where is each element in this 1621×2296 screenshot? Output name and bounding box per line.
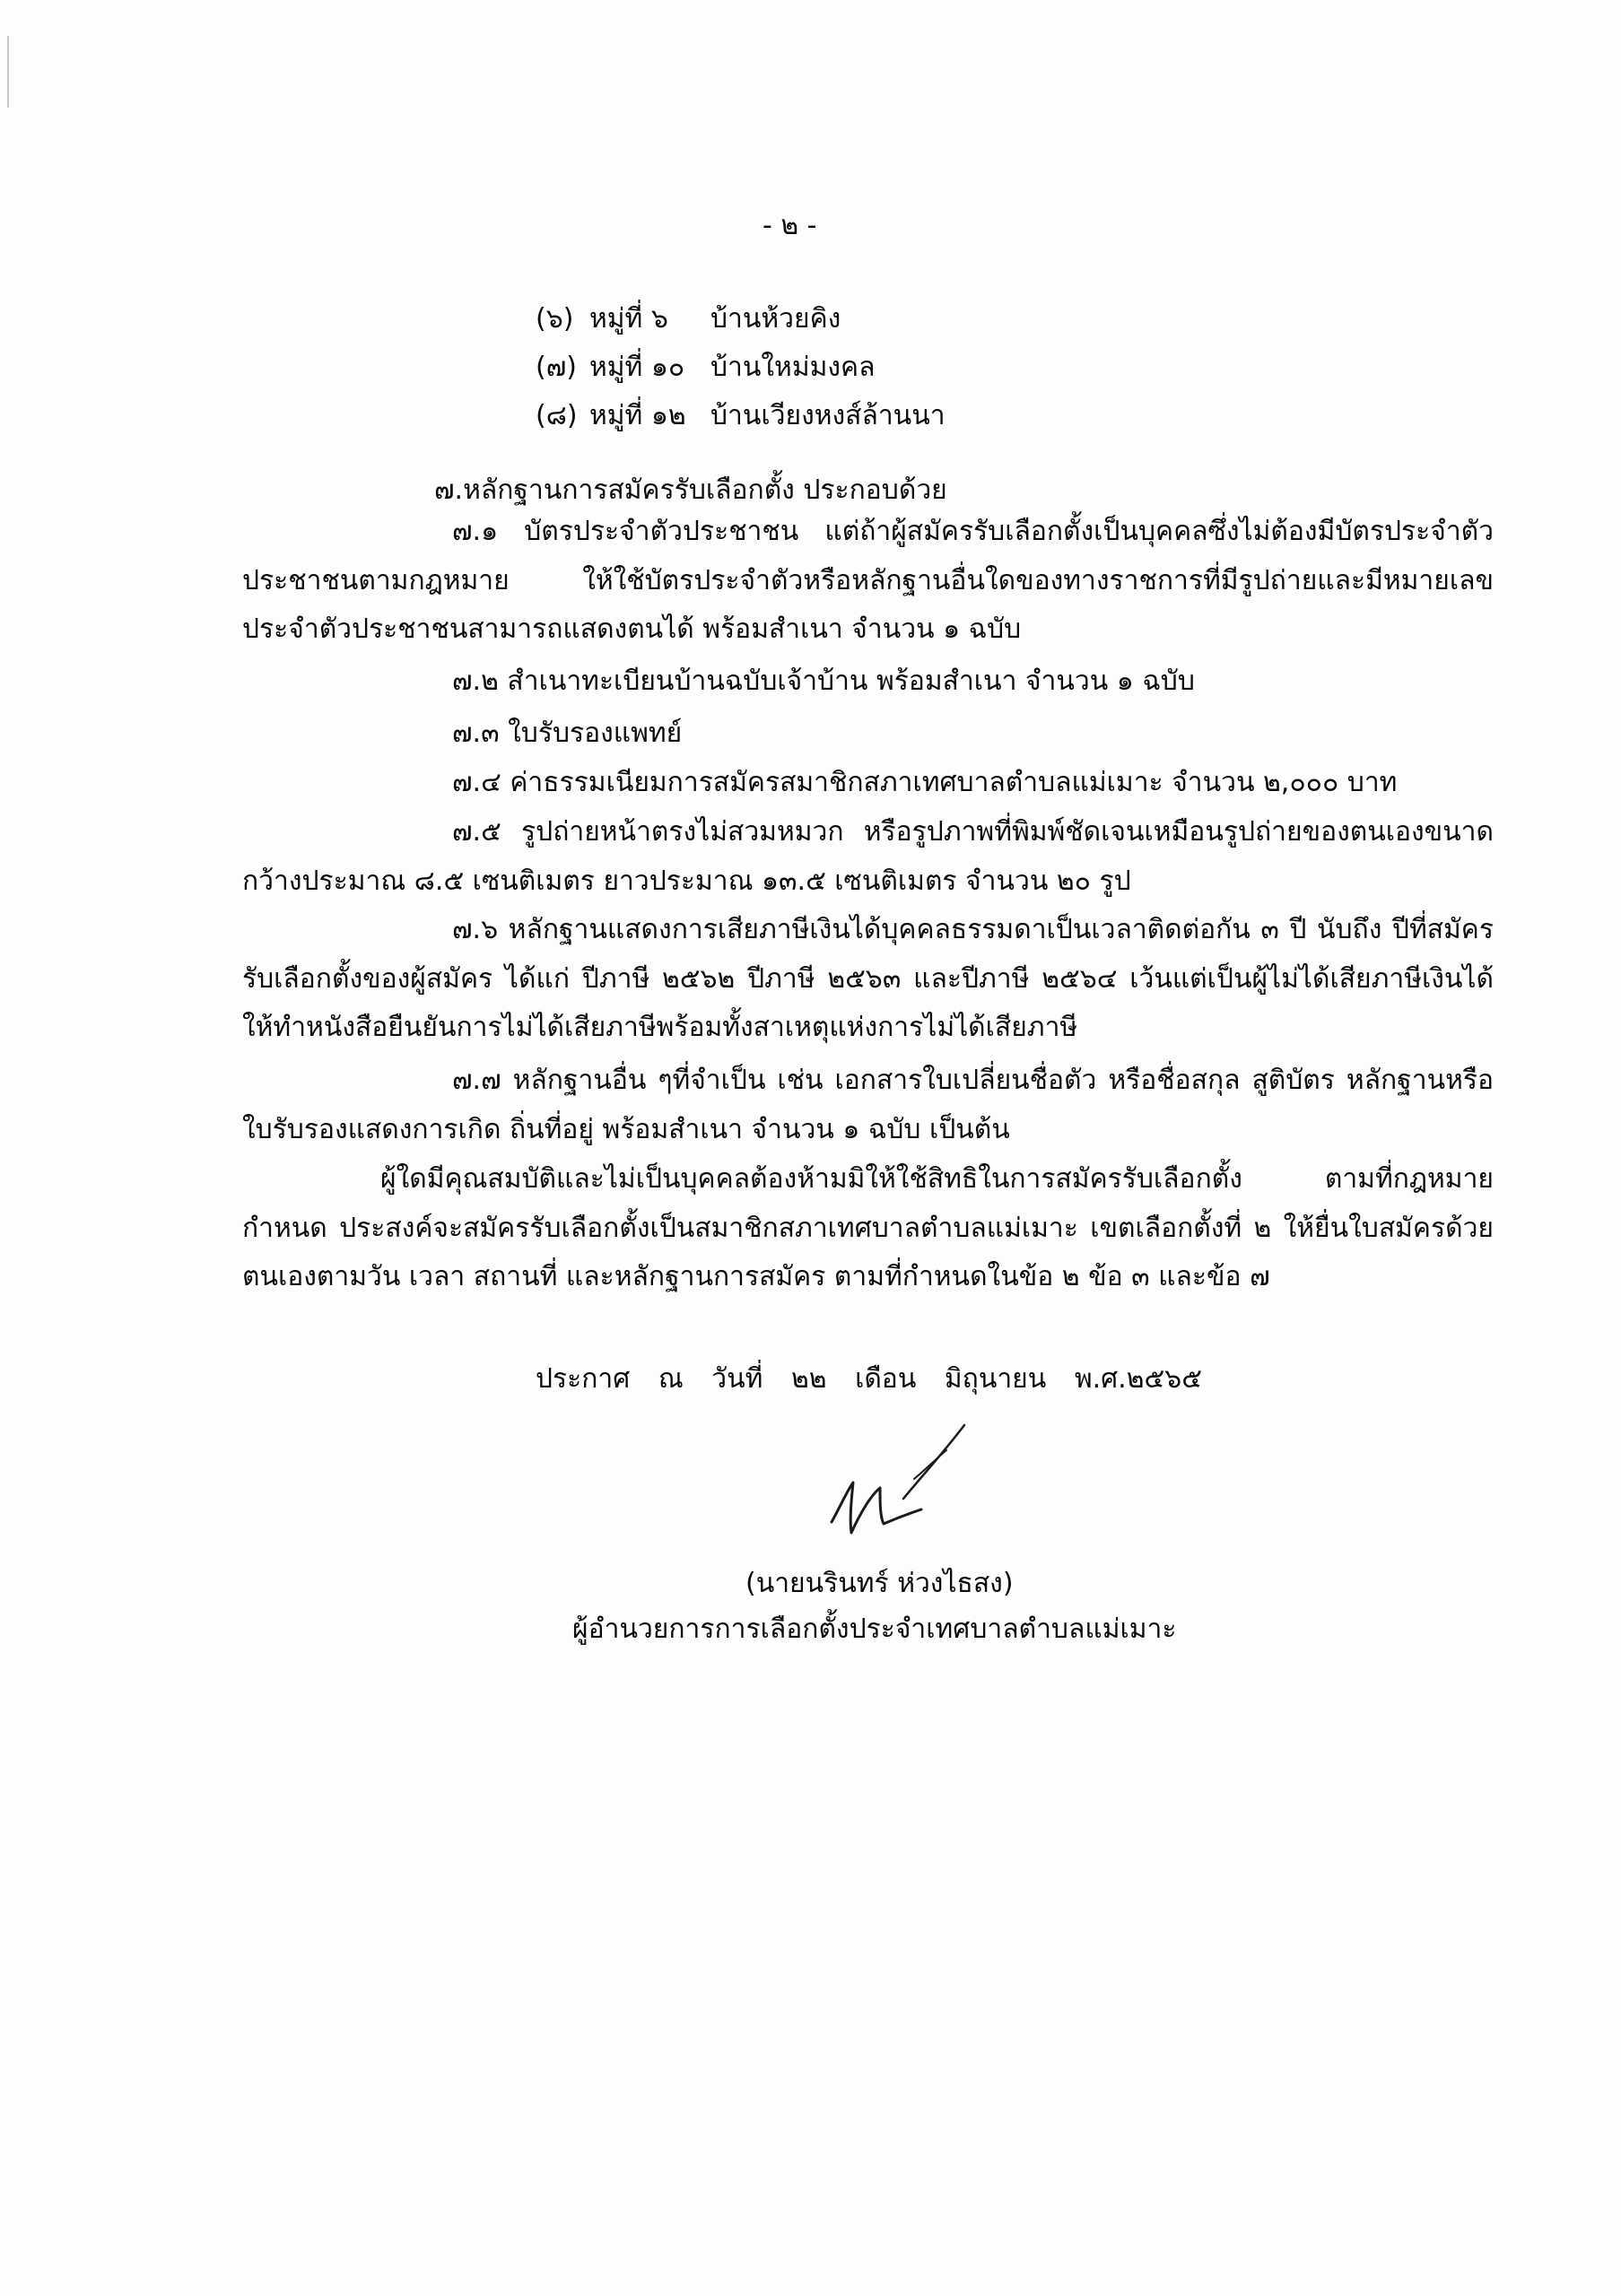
closing-paragraph: ผู้ใดมีคุณสมบัติและไม่เป็นบุคคลต้องห้ามมิให้ใช้สิทธิในการสมัครรับเลือกตั้ง ตามที่กฎหมายกำหนด ประสงค์จะสมัครรับเลือกตั้งเป็นสมาชิกสภาเทศบาลตำบลแม่เมาะ เขตเลือกตั้งที่ ๒ ให้ยื่นใบสมัครด้วยตนเองตามวัน เวลา สถานที่ และหลักฐานการสมัคร ตามที่กำหนดในข้อ ๒ ข้อ ๓ และข้อ ๗ — [242, 1163, 1494, 1292]
handwritten-signature — [821, 1413, 982, 1556]
scan-edge-mark — [7, 36, 9, 108]
announce-year: พ.ศ.๒๕๖๕ — [1074, 1363, 1202, 1395]
announce-month-label: เดือน — [855, 1363, 917, 1395]
item-7-5: ๗.๕ รูปถ่ายหน้าตรงไม่สวมหมวก หรือรูปภาพที่พิมพ์ชัดเจนเหมือนรูปถ่ายของตนเองขนาดกว้างประมาณ ๘.๕ เซนติเมตร ยาวประมาณ ๑๓.๕ เซนติเมตร จำนวน ๒๐ รูป — [242, 816, 1494, 897]
village-name: บ้านห้วยคิง — [710, 303, 841, 335]
village-moo: หมู่ที่ ๑๐ — [589, 352, 685, 383]
village-number: (๖) — [536, 303, 574, 335]
item-7-4: ๗.๔ ค่าธรรมเนียมการสมัครสมาชิกสภาเทศบาลตำบลแม่เมาะ จำนวน ๒,๐๐๐ บาท — [452, 767, 1398, 798]
village-item — [536, 301, 841, 337]
item-7-6: ๗.๖ หลักฐานแสดงการเสียภาษีเงินได้บุคคลธรรมดาเป็นเวลาติดต่อกัน ๓ ปี นับถึง ปีที่สมัครรับเลือกตั้งของผู้สมัคร ได้แก่ ปีภาษี ๒๕๖๒ ปีภาษี ๒๕๖๓ และปีภาษี ๒๕๖๔ เว้นแต่เป็นผู้ไม่ได้เสียภาษีเงินได้ ให้ทำหนังสือยืนยันการไม่ได้เสียภาษีพร้อมทั้งสาเหตุแห่งการไม่ได้เสียภาษี — [242, 914, 1494, 1043]
village-item — [536, 350, 875, 386]
village-name: บ้านใหม่มงคล — [710, 352, 876, 383]
village-moo: หมู่ที่ ๖ — [589, 303, 668, 335]
village-number: (๗) — [536, 352, 577, 383]
village-name: บ้านเวียงหงส์ล้านนา — [710, 400, 946, 431]
item-7-3: ๗.๓ ใบรับรองแพทย์ — [452, 718, 683, 749]
announce-prefix: ประกาศ — [536, 1363, 631, 1395]
item-7-2: ๗.๒ สำเนาทะเบียนบ้านฉบับเจ้าบ้าน พร้อมสำเนา จำนวน ๑ ฉบับ — [452, 665, 1195, 697]
announce-at: ณ — [658, 1363, 684, 1395]
announce-month: มิถุนายน — [944, 1363, 1047, 1395]
signer-name: (นายนรินทร์ ห่วงไธสง) — [745, 1568, 1014, 1599]
page-number: - ๒ - — [763, 210, 817, 241]
village-number: (๘) — [536, 400, 578, 431]
item-7-7: ๗.๗ หลักฐานอื่น ๆที่จำเป็น เช่น เอกสารใบเปลี่ยนชื่อตัว หรือชื่อสกุล สูติบัตร หลักฐานหรือใบรับรองแสดงการเกิด ถิ่นที่อยู่ พร้อมสำเนา จำนวน ๑ ฉบับ เป็นต้น — [242, 1065, 1494, 1145]
announcement-date — [536, 1361, 1222, 1397]
signer-title: ผู้อำนวยการการเลือกตั้งประจำเทศบาลตำบลแม่เมาะ — [572, 1613, 1177, 1645]
section-7-heading: ๗.หลักฐานการสมัครรับเลือกตั้ง ประกอบด้วย — [434, 474, 947, 506]
item-7-1: ๗.๑ บัตรประจำตัวประชาชน แต่ถ้าผู้สมัครรับเลือกตั้งเป็นบุคคลซึ่งไม่ต้องมีบัตรประจำตัวประชาชนตามกฎหมาย ให้ใช้บัตรประจำตัวหรือหลักฐานอื่นใดของทางราชการที่มีรูปถ่ายและมีหมายเลขประจำตัวประชาชนสามารถแสดงตนได้ พร้อมสำเนา จำนวน ๑ ฉบับ — [242, 516, 1494, 645]
announce-day: ๒๒ — [790, 1363, 827, 1395]
announce-day-label: วันที่ — [711, 1363, 763, 1395]
village-moo: หมู่ที่ ๑๒ — [589, 400, 686, 431]
village-item — [536, 398, 946, 434]
